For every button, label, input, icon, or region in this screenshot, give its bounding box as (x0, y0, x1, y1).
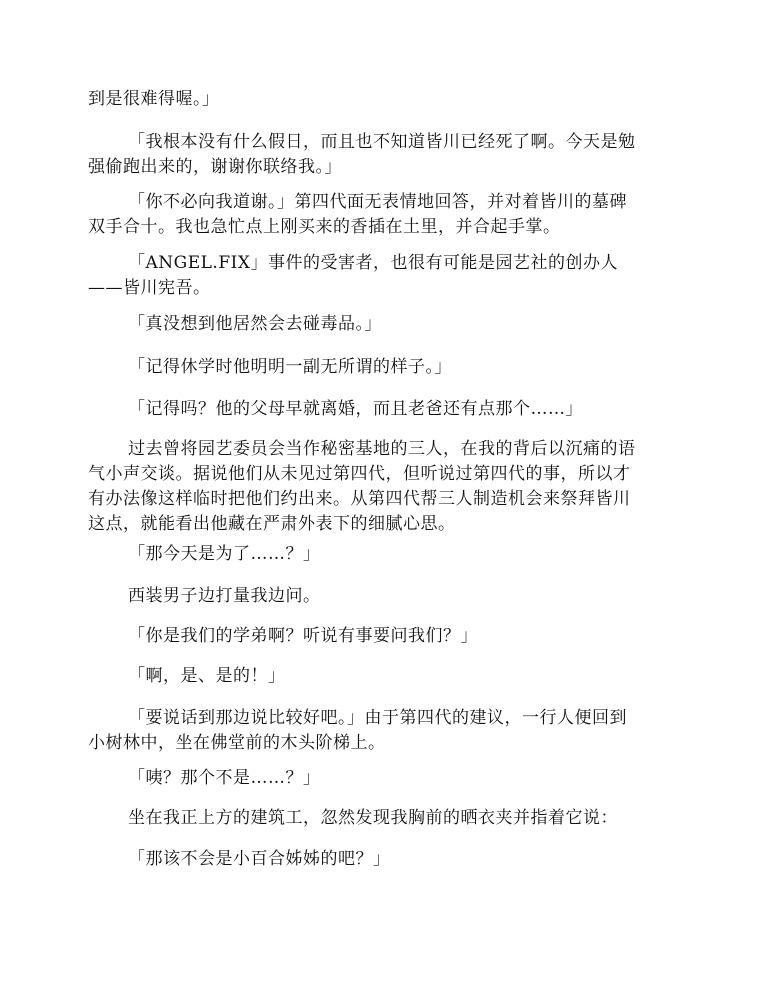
text-line: 「啊，是、是的！」 (128, 666, 286, 686)
paragraph-9 (88, 542, 678, 567)
paragraph-8 (88, 437, 678, 537)
text-line: 双手合十。我也急忙点上刚买来的香插在土里，并合起手掌。 (88, 217, 561, 237)
text-line: 「你是我们的学弟啊？听说有事要问我们？」 (128, 626, 478, 646)
paragraph-6 (88, 355, 678, 380)
paragraph-14 (88, 766, 678, 791)
text-line: 「要说话到那边说比较好吧。」由于第四代的建议，一行人便回到 (128, 708, 627, 728)
text-line: 「那今天是为了……？」 (128, 544, 321, 564)
text-line: 「记得吗？他的父母早就离婚，而且老爸还有点那个……」 (128, 399, 583, 419)
paragraph-2 (88, 130, 678, 180)
text-line: 气小声交谈。据说他们从未见过第四代，但听说过第四代的事，所以才 (88, 464, 631, 484)
text-line: 到是很难得喔。」 (88, 89, 220, 109)
text-line: 「你不必向我道谢。」第四代面无表情地回答，并对着皆川的墓碑 (128, 192, 627, 212)
text-line: 「真没想到他居然会去碰毒品。」 (128, 314, 382, 334)
paragraph-12 (88, 664, 678, 689)
text-line: 「我根本没有什么假日，而且也不知道皆川已经死了啊。今天是勉 (128, 132, 636, 152)
paragraph-15 (88, 806, 678, 831)
text-line: 这点，就能看出他藏在严肃外表下的细腻心思。 (88, 514, 456, 534)
paragraph-1 (88, 87, 678, 112)
text-line: 西装男子边打量我边问。 (128, 586, 321, 606)
text-line: 有办法像这样临时把他们约出来。从第四代帮三人制造机会来祭拜皆川 (88, 489, 631, 509)
text-line: 「那该不会是小百合姊姊的吧？」 (128, 849, 391, 869)
text-line: 「咦？那个不是……？」 (128, 768, 321, 788)
paragraph-13 (88, 706, 678, 756)
paragraph-4 (88, 251, 678, 301)
paragraph-11 (88, 624, 678, 649)
paragraph-7 (88, 397, 678, 422)
text-line: 强偷跑出来的，谢谢你联络我。」 (88, 157, 342, 177)
text-line: 「记得休学时他明明一副无所谓的样子。」 (128, 357, 452, 377)
text-line: 「ANGEL.FIX」事件的受害者，也很有可能是园艺社的创办人 (128, 253, 618, 273)
paragraph-10 (88, 584, 678, 609)
text-line: ——皆川宪吾。 (88, 278, 211, 298)
paragraph-5 (88, 312, 678, 337)
paragraph-3 (88, 190, 678, 240)
text-line: 过去曾将园艺委员会当作秘密基地的三人，在我的背后以沉痛的语 (128, 439, 636, 459)
paragraph-16 (88, 847, 678, 872)
text-line: 坐在我正上方的建筑工，忽然发现我胸前的晒衣夹并指着它说： (128, 808, 618, 828)
text-line: 小树林中，坐在佛堂前的木头阶梯上。 (88, 733, 386, 753)
